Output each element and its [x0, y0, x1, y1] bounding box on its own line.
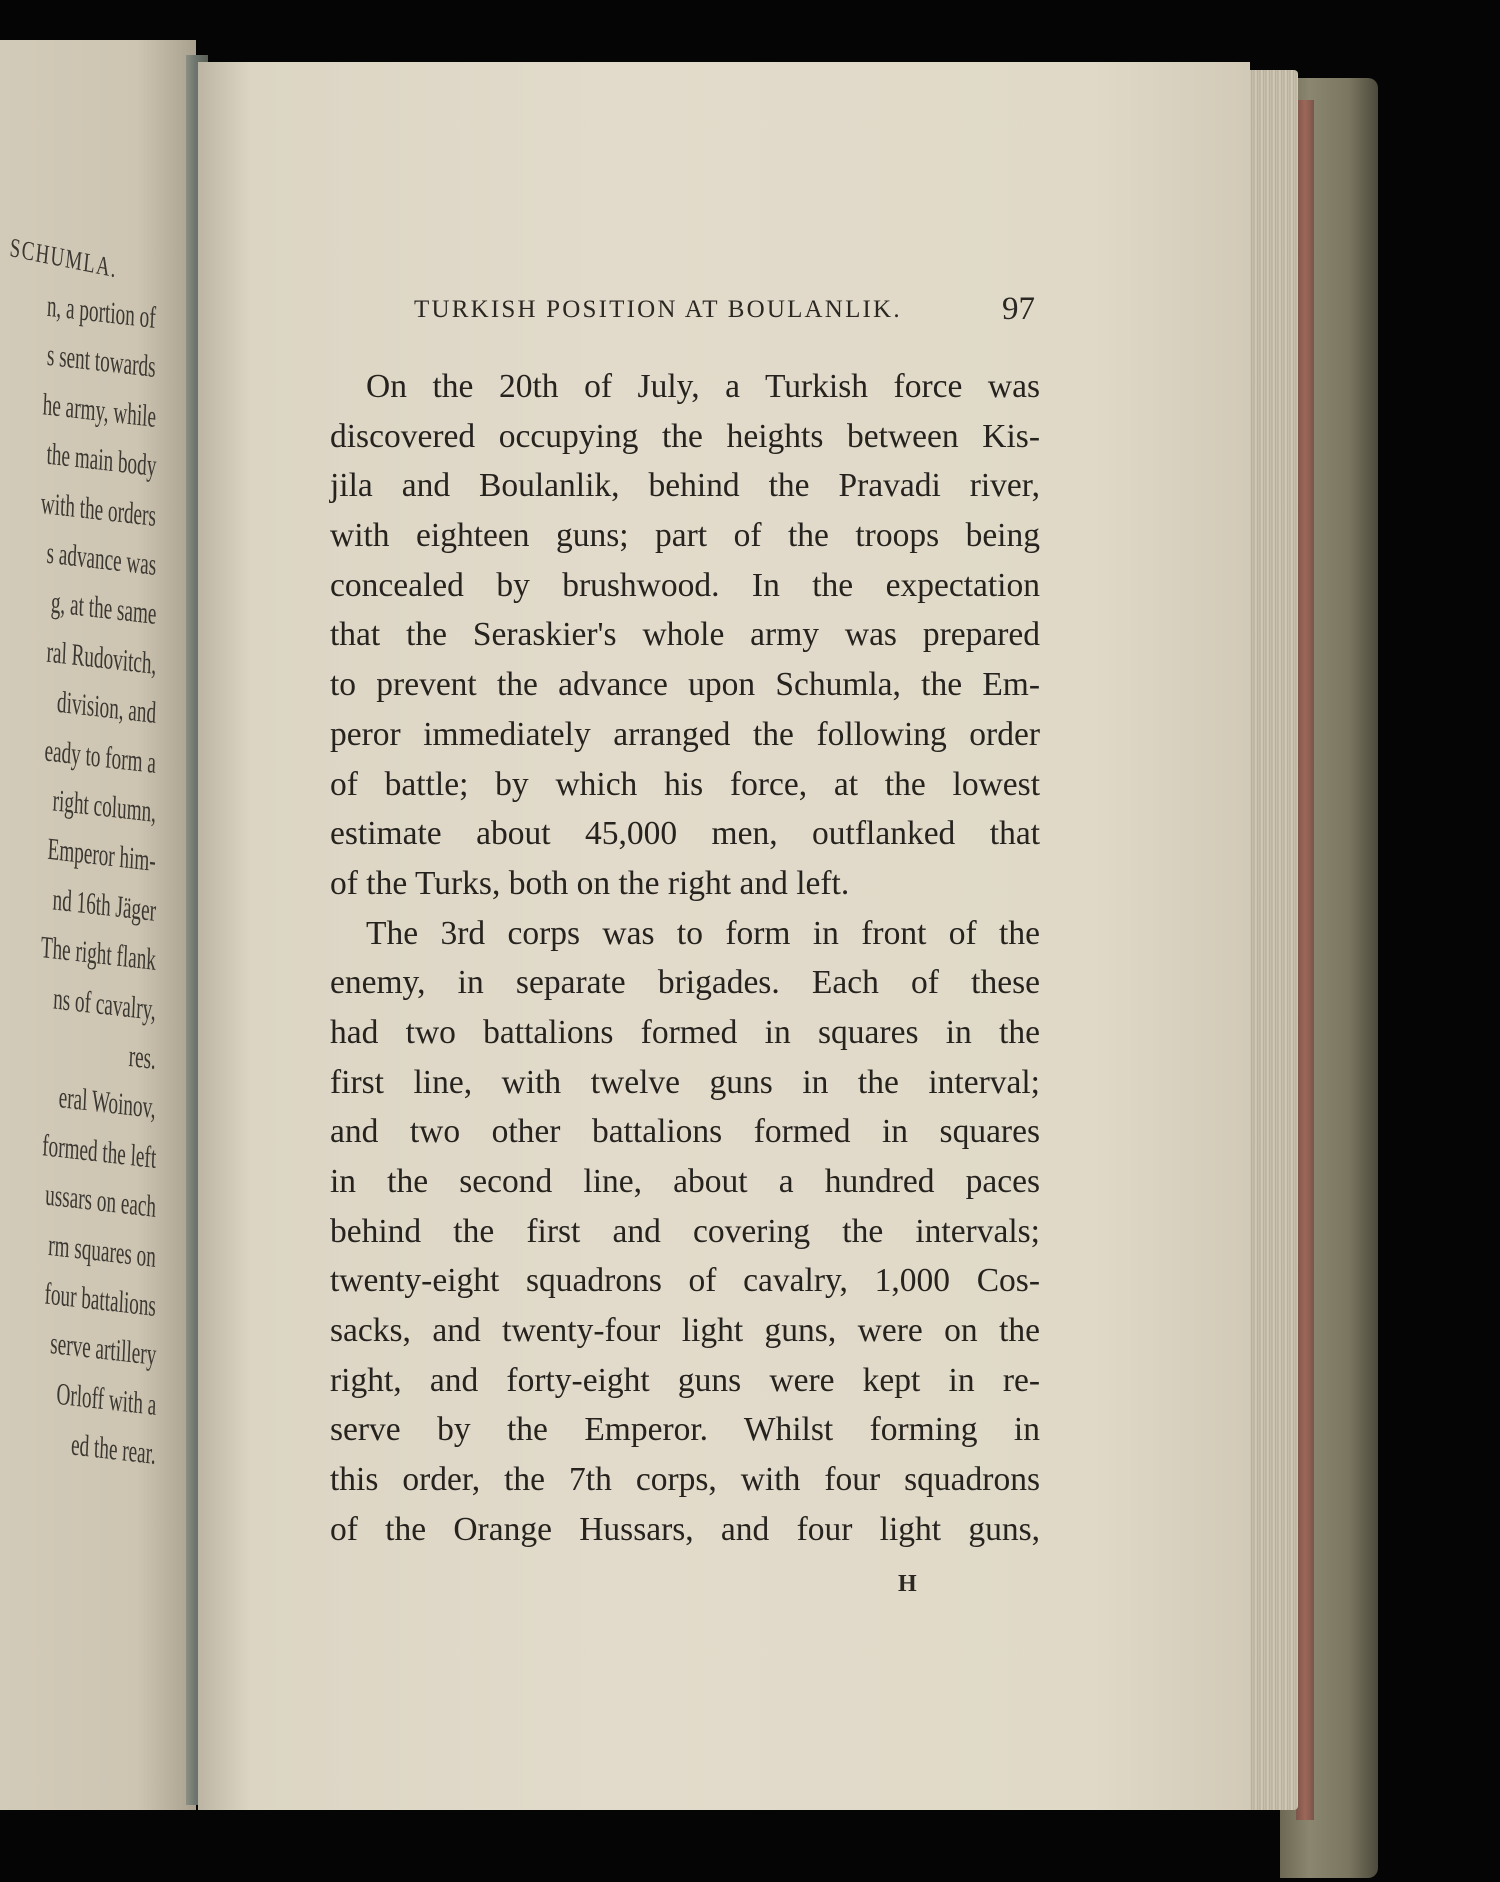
text-line: of the Orange Hussars, and four light guns,: [330, 1510, 1040, 1548]
text-line: concealed by brushwood. In the expectation: [330, 566, 1040, 604]
body-text: [330, 362, 1040, 1555]
text-line: sacks, and twenty-four light guns, were on the: [330, 1312, 1040, 1350]
text-line: first line, with twelve guns in the interval;: [330, 1063, 1040, 1101]
text-line: enemy, in separate brigades. Each of these: [330, 964, 1040, 1002]
left-page-line: Orloff with a: [55, 1375, 157, 1422]
text-line: that the Seraskier's whole army was prepared: [330, 616, 1040, 654]
text-line: discovered occupying the heights between Kis-: [330, 417, 1040, 455]
text-line: behind the first and covering the intervals;: [330, 1212, 1040, 1250]
text-line: estimate about 45,000 men, outflanked that: [330, 815, 1040, 853]
text-line: and two other battalions formed in squares: [330, 1113, 1040, 1151]
left-page-text: [0, 0, 196, 1882]
left-page-line: The right flank: [40, 929, 157, 978]
left-page-line: nd 16th Jäger: [51, 881, 157, 928]
left-page-line: ussars on each: [44, 1176, 157, 1225]
left-page-line: Emperor him-: [47, 831, 157, 879]
left-page-line: ed the rear.: [70, 1426, 157, 1472]
text-line: twenty-eight squadrons of cavalry, 1,000 Cos-: [330, 1262, 1040, 1300]
left-page-line: eral Woinov,: [58, 1079, 157, 1126]
left-page-line: s sent towards: [46, 337, 157, 385]
text-line: with eighteen guns; part of the troops being: [330, 517, 1040, 555]
left-page-line: right column,: [51, 782, 157, 829]
left-page-line: g, at the same: [49, 584, 157, 632]
left-page-line: with the orders: [40, 484, 157, 533]
left-page-line: division, and: [56, 684, 157, 731]
page-number: 97: [1002, 291, 1035, 327]
left-page-line: s advance was: [45, 534, 157, 582]
left-running-head: SCHUMLA.: [8, 232, 119, 284]
text-line: this order, the 7th corps, with four squadrons: [330, 1461, 1040, 1499]
left-page-line: ns of cavalry,: [52, 980, 157, 1027]
text-line: had two battalions formed in squares in the: [330, 1013, 1040, 1051]
running-head: TURKISH POSITION AT BOULANLIK.: [414, 296, 902, 323]
text-line: of the Turks, both on the right and left.: [330, 864, 850, 902]
text-line: jila and Boulanlik, behind the Pravadi river,: [330, 467, 1040, 505]
left-page-line: four battalions: [43, 1275, 157, 1323]
text-line: in the second line, about a hundred paces: [330, 1163, 1040, 1200]
left-page-line: serve artillery: [49, 1325, 157, 1373]
left-page-line: n, a portion of: [46, 287, 157, 335]
left-page-line: he army, while: [42, 386, 157, 434]
text-line: right, and forty-eight guns were kept in re-: [330, 1361, 1040, 1399]
text-line: On the 20th of July, a Turkish force was: [366, 368, 1040, 405]
signature-mark: H: [898, 1571, 918, 1597]
text-line: peror immediately arranged the following order: [330, 715, 1040, 753]
text-line: of battle; by which his force, at the lowest: [330, 765, 1040, 803]
left-page-line: rm squares on: [47, 1226, 157, 1274]
paragraph-1: [330, 362, 1040, 909]
left-page-line: res.: [128, 1037, 157, 1076]
left-page-line: ral Rudovitch,: [45, 633, 157, 681]
paragraph-2: [330, 909, 1040, 1555]
left-page-line: the main body: [45, 435, 157, 484]
text-line: The 3rd corps was to form in front of the: [366, 914, 1040, 952]
text-line: to prevent the advance upon Schumla, the Em-: [330, 666, 1040, 704]
cover-edge-red: [1296, 100, 1314, 1820]
text-line: serve by the Emperor. Whilst forming in: [330, 1411, 1040, 1449]
left-page-line: formed the left: [41, 1126, 157, 1175]
left-page-line: eady to form a: [43, 732, 157, 780]
